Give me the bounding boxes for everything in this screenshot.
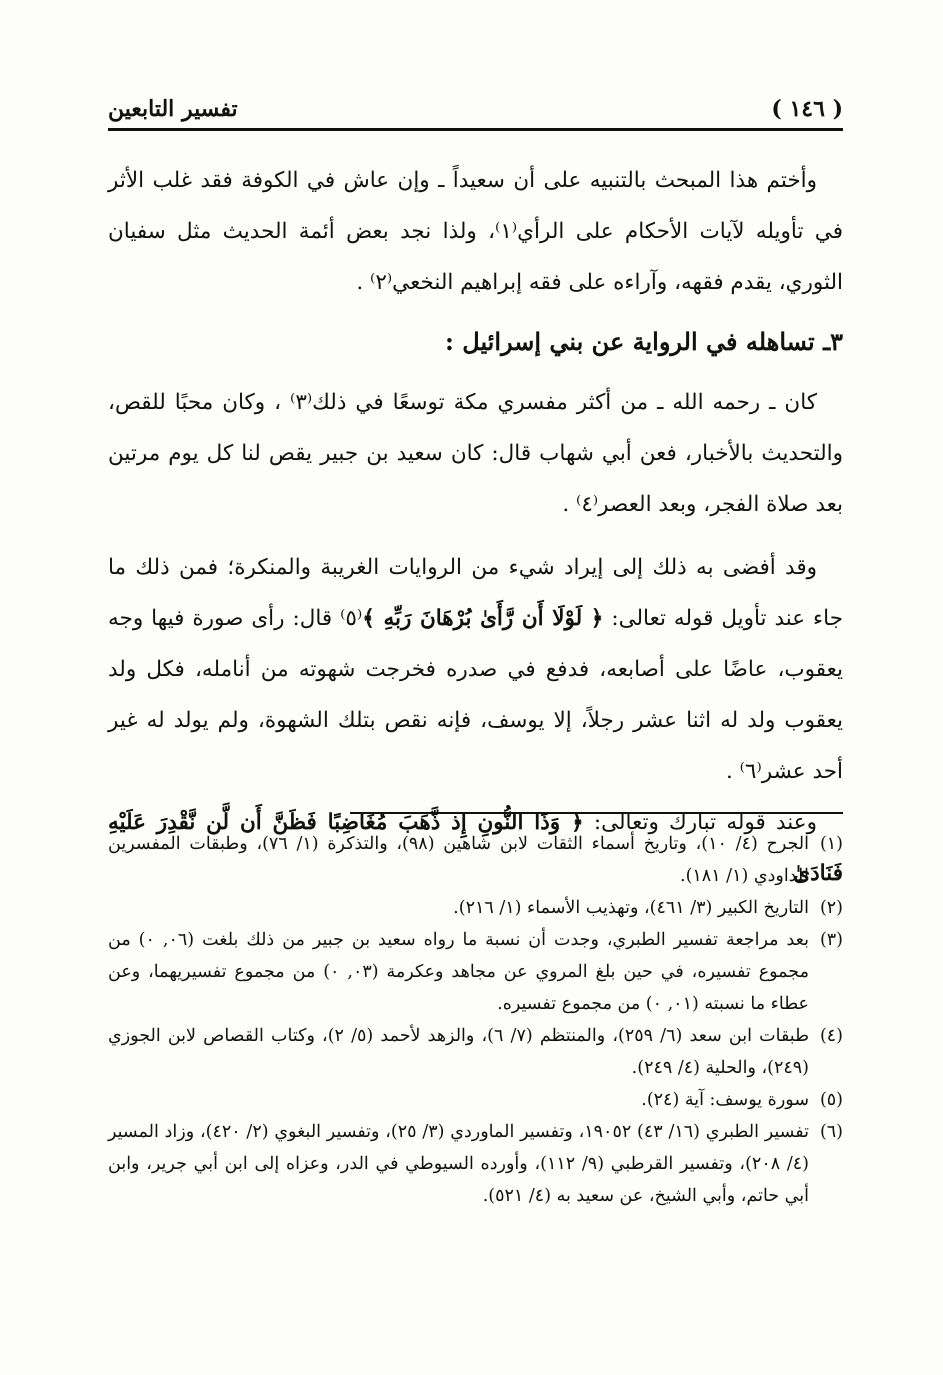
footnote-1 <box>108 828 843 892</box>
footnotes <box>108 828 843 1212</box>
paragraph-3-start: وقد أفضى به ذلك إلى إيراد شيء من الروايات الغريبة والمنكرة؛ فمن ذلك ما جاء عند تأويل قوله تعالى: <box>108 555 843 631</box>
footnote-5 <box>108 1084 843 1116</box>
footnote-number: (٦) <box>819 1122 843 1142</box>
footnote-separator <box>350 812 843 814</box>
footnote-text: طبقات ابن سعد (٦/ ٢٥٩)، والمنتظم (٧/ ٦)، والزهد لأحمد (٥/ ٢)، وكتاب القصاص لابن الجوزي (٢٤٩)، والحلية (٤/ ٢٤٩). <box>108 1026 810 1078</box>
main-text <box>108 155 843 899</box>
footnote-text: الجرح (٤/ ١٠)، وتاريخ أسماء الثقات لابن شاهين (٩٨)، والتذكرة (١/ ٧٦)، وطبقات المفسرين للداودي (١/ ١٨١). <box>108 834 809 886</box>
footnote-6 <box>108 1116 843 1212</box>
footnote-number: (٥) <box>819 1090 843 1110</box>
paragraph-1: وأختم هذا المبحث بالتنبيه على أن سعيداً ـ وإن عاش في الكوفة فقد غلب الأثر في تأويله لآيات الأحكام على الرأي⁽١⁾، ولذا نجد بعض أئمة الحديث مثل سفيان الثوري، يقدم فقهه، وآراءه على فقه إبراهيم النخعي⁽٢⁾ . <box>108 168 843 295</box>
section-heading: ٣ـ تساهله في الرواية عن بني إسرائيل : <box>445 327 843 356</box>
footnote-number: (٣) <box>819 930 843 950</box>
footnote-3 <box>108 924 843 1020</box>
header-rule <box>108 128 843 131</box>
footnote-2 <box>108 892 843 924</box>
page-number: ( ١٤٦ ) <box>771 96 843 122</box>
book-title: تفسير التابعين <box>108 96 238 122</box>
footnote-text: سورة يوسف: آية (٢٤). <box>641 1090 809 1110</box>
footnote-text: التاريخ الكبير (٣/ ٤٦١)، وتهذيب الأسماء (١/ ٢١٦). <box>453 898 809 918</box>
footnote-text: تفسير الطبري (١٦/ ٤٣) ١٩٠٥٢، وتفسير الماوردي (٣/ ٢٥)، وتفسير البغوي (٢/ ٤٢٠)، وزاد المسير (٤/ ٢٠٨)، وتفسير القرطبي (٩/ ١١٢)، وأورده السيوطي في الدر، وعزاه إلى ابن أبي جرير، وابن أبي حاتم، وأبي الشيخ، عن سعيد به (٤/ ٥٢١). <box>108 1122 810 1206</box>
footnote-number: (٢) <box>819 898 843 918</box>
quran-verse-1: ﴿ لَوْلَا أَن رَّأَىٰ بُرْهَانَ رَبِّهِ ﴾ <box>362 606 604 631</box>
running-header <box>108 92 843 126</box>
paragraph-3 <box>108 542 843 797</box>
footnote-4 <box>108 1020 843 1084</box>
footnote-number: (٤) <box>819 1026 843 1046</box>
footnote-number: (١) <box>819 834 843 854</box>
paragraph-2: كان ـ رحمه الله ـ من أكثر مفسري مكة توسعًا في ذلك⁽٣⁾ ، وكان محبًا للقص، والتحديث بالأخبار، فعن أبي شهاب قال: كان سعيد بن جبير يقص لنا كل يوم مرتين بعد صلاة الفجر، وبعد العصر⁽٤⁾ . <box>108 390 843 517</box>
quran-verse-2: ﴿ وَذَا النُّونِ إِذ ذَّهَبَ مُغَاضِبًا فَظَنَّ أَن لَّن نَّقْدِرَ عَلَيْهِ فَنَادَىٰ <box>108 810 843 886</box>
paragraph-4-start: وعند قوله تبارك وتعالى: <box>583 810 817 835</box>
footnote-text: بعد مراجعة تفسير الطبري، وجدت أن نسبة ما رواه سعيد بن جبير من ذلك بلغت (٠٦, ٠) من مجموع تفسيره، في حين بلغ المروي عن مجاهد وعكرمة (٠٣, ٠) من مجموع تفسيريهما، وعن عطاء ما نسبته (٠١, ٠) من مجموع تفسيره. <box>108 930 809 1014</box>
paragraph-3-end: ⁽٥⁾ قال: رأى صورة فيها وجه يعقوب، عاضًا على أصابعه، فدفع في صدره فخرجت شهوته من أنامله، فكل ولد يعقوب ولد له اثنا عشر رجلاً، إلا يوسف، فإنه نقص بتلك الشهوة، ولم يولد له غير أحد عشر⁽٦⁾ . <box>108 606 843 784</box>
